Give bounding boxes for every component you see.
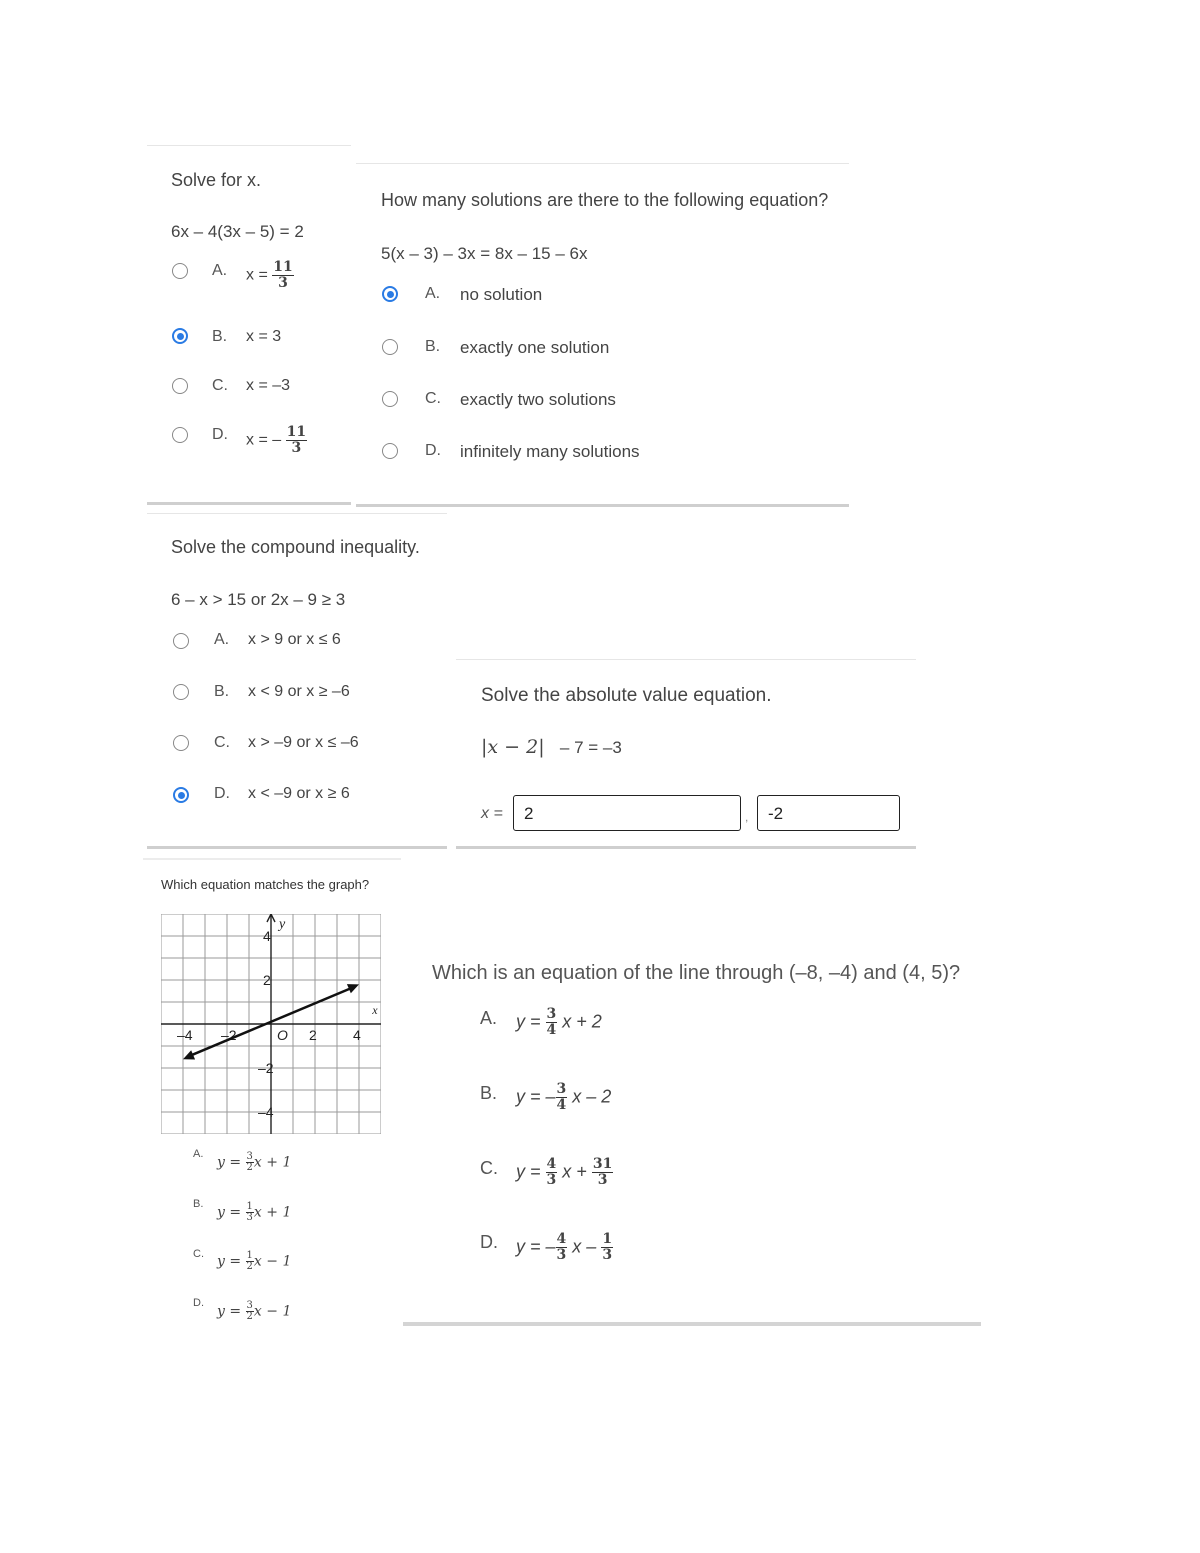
answer-prefix: x = – bbox=[246, 431, 282, 449]
option-letter: B. bbox=[480, 1083, 498, 1103]
option-a-answer bbox=[516, 1007, 602, 1038]
question-card-how-many-solutions bbox=[355, 164, 850, 504]
x-axis-label: x bbox=[372, 1003, 378, 1017]
option-a-answer bbox=[246, 260, 294, 291]
denominator: 4 bbox=[546, 1022, 557, 1038]
absolute-value-expression: |x − 2| bbox=[481, 736, 545, 758]
option-letter: C. bbox=[480, 1158, 498, 1178]
option-c-answer: x = –3 bbox=[246, 377, 291, 394]
option-letter: B. bbox=[425, 338, 441, 355]
option-letter: B. bbox=[214, 683, 230, 700]
answer-input-1[interactable]: 2 bbox=[513, 795, 741, 831]
answer-input-2[interactable]: -2 bbox=[757, 795, 900, 831]
answer-lhs: y = – bbox=[516, 1236, 556, 1257]
option-d-answer: infinitely many solutions bbox=[460, 442, 640, 461]
radio-option-d[interactable] bbox=[382, 443, 398, 459]
denominator: 3 bbox=[278, 275, 288, 291]
option-c-answer bbox=[516, 1157, 613, 1188]
denominator: 3 bbox=[556, 1247, 567, 1263]
radio-option-d-selected[interactable] bbox=[173, 787, 189, 803]
option-d-answer bbox=[246, 425, 307, 456]
coordinate-graph bbox=[161, 914, 381, 1134]
option-letter: A. bbox=[212, 262, 228, 279]
option-b-answer: exactly one solution bbox=[460, 338, 610, 357]
numerator: 31 bbox=[592, 1156, 613, 1172]
fraction bbox=[272, 260, 293, 291]
x-tick-label: –4 bbox=[177, 1027, 193, 1043]
radio-option-b-selected[interactable] bbox=[172, 328, 188, 344]
radio-option-b[interactable] bbox=[173, 684, 189, 700]
radio-option-b[interactable] bbox=[382, 339, 398, 355]
option-letter: D. bbox=[193, 1297, 204, 1309]
option-c-answer: x > –9 or x ≤ –6 bbox=[248, 734, 359, 751]
answer-rest: x + 1 bbox=[253, 1154, 292, 1171]
graph-axes bbox=[161, 914, 381, 1134]
numerator: 3 bbox=[246, 1300, 253, 1311]
numerator: 3 bbox=[546, 1006, 557, 1022]
answer-lhs: y = bbox=[217, 1204, 242, 1221]
answer-lhs: y = bbox=[516, 1161, 541, 1182]
radio-option-c[interactable] bbox=[173, 735, 189, 751]
fraction bbox=[286, 425, 307, 456]
y-tick-label: –2 bbox=[258, 1060, 274, 1076]
answer-lhs: y = bbox=[217, 1154, 242, 1171]
radio-option-a-selected[interactable] bbox=[382, 286, 398, 302]
option-letter: D. bbox=[480, 1232, 498, 1252]
option-letter: B. bbox=[212, 328, 228, 345]
fraction bbox=[246, 1152, 254, 1173]
fraction bbox=[546, 1007, 558, 1038]
question-card-line-through-points bbox=[402, 930, 982, 1322]
answer-lhs: y = bbox=[217, 1253, 242, 1270]
question-card-solve-for-x bbox=[146, 146, 352, 502]
option-c-answer: exactly two solutions bbox=[460, 390, 616, 409]
radio-option-c[interactable] bbox=[382, 391, 398, 407]
option-b-answer: x < 9 or x ≥ –6 bbox=[248, 683, 350, 700]
option-b-answer bbox=[516, 1082, 611, 1113]
x-tick-label: 2 bbox=[309, 1027, 317, 1043]
option-letter: D. bbox=[212, 426, 228, 443]
option-b-answer bbox=[217, 1202, 291, 1223]
answer-lhs: y = bbox=[516, 1011, 541, 1032]
denominator: 2 bbox=[246, 1162, 253, 1173]
question-equation: 5(x – 3) – 3x = 8x – 15 – 6x bbox=[381, 244, 588, 263]
answer-separator: , bbox=[745, 810, 749, 824]
option-letter: A. bbox=[480, 1008, 498, 1028]
fraction bbox=[246, 1251, 254, 1272]
question-prompt: Solve the absolute value equation. bbox=[481, 685, 772, 706]
x-tick-label: O bbox=[277, 1027, 288, 1043]
denominator: 3 bbox=[246, 1212, 253, 1223]
x-tick-label: 4 bbox=[353, 1027, 361, 1043]
answer-rest: x + 1 bbox=[253, 1204, 292, 1221]
numerator: 1 bbox=[246, 1250, 253, 1261]
option-letter: C. bbox=[425, 390, 441, 407]
answer-rest: x − 1 bbox=[253, 1303, 292, 1320]
option-letter: C. bbox=[193, 1248, 204, 1260]
option-d-answer bbox=[217, 1301, 291, 1322]
question-card-absolute-value bbox=[455, 660, 917, 846]
option-letter: B. bbox=[193, 1198, 204, 1210]
answer-label: x = bbox=[481, 805, 503, 822]
question-prompt: Which equation matches the graph? bbox=[161, 877, 370, 892]
fraction bbox=[556, 1082, 568, 1113]
option-letter: C. bbox=[212, 377, 228, 394]
option-a-answer: x > 9 or x ≤ 6 bbox=[248, 631, 341, 648]
y-tick-label: –4 bbox=[258, 1104, 274, 1120]
numerator: 1 bbox=[602, 1231, 613, 1247]
y-tick-label: 2 bbox=[263, 972, 271, 988]
denominator: 3 bbox=[597, 1172, 608, 1188]
denominator: 3 bbox=[291, 440, 302, 456]
denominator: 3 bbox=[602, 1247, 613, 1263]
option-d-answer: x < –9 or x ≥ 6 bbox=[248, 785, 350, 802]
fraction bbox=[592, 1157, 613, 1188]
fraction bbox=[546, 1157, 558, 1188]
question-prompt: Which is an equation of the line through (–8, –4) and (4, 5)? bbox=[432, 962, 961, 984]
option-letter: D. bbox=[425, 442, 441, 459]
option-letter: D. bbox=[214, 785, 230, 802]
option-a-answer: no solution bbox=[460, 285, 543, 304]
numerator: 11 bbox=[273, 259, 293, 275]
question-card-compound-inequality bbox=[146, 514, 448, 846]
option-a-answer bbox=[217, 1152, 291, 1173]
option-d-answer bbox=[516, 1232, 613, 1263]
radio-option-d[interactable] bbox=[172, 427, 188, 443]
answer-prefix: x = bbox=[246, 266, 268, 284]
question-prompt: Solve for x. bbox=[171, 170, 262, 190]
fraction bbox=[556, 1232, 568, 1263]
option-c-answer bbox=[217, 1251, 291, 1272]
numerator: 3 bbox=[556, 1081, 567, 1097]
option-letter: A. bbox=[425, 285, 441, 302]
denominator: 2 bbox=[246, 1311, 253, 1322]
denominator: 2 bbox=[246, 1261, 253, 1272]
option-b-answer: x = 3 bbox=[246, 328, 282, 345]
fraction bbox=[246, 1301, 254, 1322]
option-letter: C. bbox=[214, 734, 230, 751]
answer-rest: x + bbox=[562, 1161, 587, 1182]
answer-rest: x – bbox=[572, 1236, 597, 1257]
numerator: 3 bbox=[246, 1151, 253, 1162]
option-letter: A. bbox=[193, 1148, 204, 1160]
answer-rest: x + 2 bbox=[562, 1011, 602, 1032]
numerator: 4 bbox=[546, 1156, 557, 1172]
radio-option-a[interactable] bbox=[172, 263, 188, 279]
answer-rest: x – 2 bbox=[572, 1086, 612, 1107]
numerator: 11 bbox=[286, 424, 307, 440]
answer-rest: x − 1 bbox=[253, 1253, 292, 1270]
question-equation bbox=[481, 736, 622, 759]
question-prompt: Solve the compound inequality. bbox=[171, 537, 420, 557]
question-card-graph-equation bbox=[143, 858, 401, 1328]
x-tick-label: –2 bbox=[221, 1027, 237, 1043]
y-axis-label: y bbox=[279, 917, 286, 932]
denominator: 3 bbox=[546, 1172, 557, 1188]
radio-option-a[interactable] bbox=[173, 633, 189, 649]
numerator: 4 bbox=[556, 1231, 567, 1247]
denominator: 4 bbox=[556, 1097, 567, 1113]
question-equation: 6 – x > 15 or 2x – 9 ≥ 3 bbox=[171, 590, 346, 609]
answer-lhs: y = bbox=[217, 1303, 242, 1320]
fraction bbox=[246, 1202, 254, 1223]
equation-rest: – 7 = –3 bbox=[559, 738, 622, 757]
question-equation: 6x – 4(3x – 5) = 2 bbox=[171, 222, 304, 241]
fraction bbox=[601, 1232, 613, 1263]
numerator: 1 bbox=[246, 1201, 253, 1212]
answer-lhs: y = – bbox=[516, 1086, 556, 1107]
question-prompt: How many solutions are there to the following equation? bbox=[381, 190, 829, 210]
option-letter: A. bbox=[214, 631, 230, 648]
radio-option-c[interactable] bbox=[172, 378, 188, 394]
y-tick-label: 4 bbox=[263, 928, 271, 944]
